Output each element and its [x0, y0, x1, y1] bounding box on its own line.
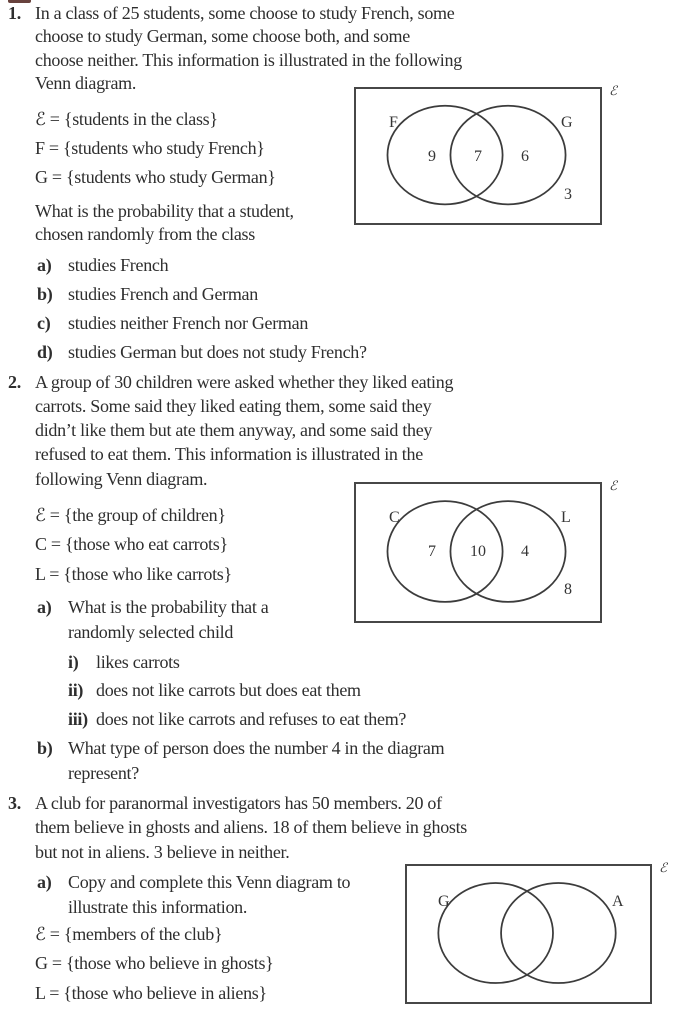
subpart-text: likes carrots — [96, 652, 180, 672]
part-text: studies French and German — [68, 284, 258, 304]
venn-outside-value: 8 — [564, 581, 572, 598]
subpart-text: does not like carrots but does eat them — [96, 680, 361, 700]
part-label: c) — [37, 313, 51, 333]
venn-right-only-value: 6 — [521, 148, 529, 165]
set-definition: ℰ = {the group of children} — [35, 505, 226, 525]
set-definition: G = {students who study German} — [35, 167, 276, 187]
part-label: d) — [37, 342, 53, 362]
intro-line: following Venn diagram. — [35, 469, 208, 489]
set-definition: L = {those who like carrots} — [35, 564, 232, 584]
venn-left-set-label: G — [438, 893, 450, 910]
subpart-label: i) — [68, 652, 79, 672]
set-definition: ℰ = {members of the club} — [35, 924, 223, 944]
set-definition: F = {students who study French} — [35, 138, 265, 158]
part-text: randomly selected child — [68, 622, 234, 642]
venn-circle-left — [438, 883, 553, 983]
venn-left-set-label: F — [389, 114, 398, 131]
universal-set-symbol: ℰ — [609, 84, 617, 99]
universal-set-symbol: ℰ — [609, 479, 617, 494]
part-label: b) — [37, 738, 53, 758]
intro-line: choose neither. This information is illustrated in the following — [35, 50, 462, 70]
venn-right-set-label: L — [561, 509, 571, 526]
venn-right-set-label: A — [612, 893, 624, 910]
problem-number: 3. — [8, 793, 21, 813]
part-label: b) — [37, 284, 53, 304]
set-definition: L = {those who believe in aliens} — [35, 983, 267, 1003]
intro-line: refused to eat them. This information is illustrated in the — [35, 444, 423, 464]
intro-line: A club for paranormal investigators has 50 members. 20 of — [35, 793, 442, 813]
intro-line: In a class of 25 students, some choose to study French, some — [35, 3, 455, 23]
set-definition: ℰ = {students in the class} — [35, 109, 218, 129]
intro-line: them believe in ghosts and aliens. 18 of them believe in ghosts — [35, 817, 468, 837]
problem-number: 1. — [8, 3, 21, 23]
part-text: Copy and complete this Venn diagram to — [68, 872, 351, 892]
question-line: chosen randomly from the class — [35, 224, 255, 244]
question-line: What is the probability that a student, — [35, 201, 294, 221]
part-label: a) — [37, 597, 52, 617]
venn-box — [405, 861, 667, 1004]
part-text: studies French — [68, 255, 169, 275]
intro-line: but not in aliens. 3 believe in neither. — [35, 842, 290, 862]
part-text: represent? — [68, 763, 139, 783]
venn-right-only-value: 4 — [521, 543, 529, 560]
set-definition: C = {those who eat carrots} — [35, 534, 228, 554]
intro-line: carrots. Some said they liked eating them, some said they — [35, 396, 432, 416]
intro-line: didn’t like them but ate them anyway, and some said they — [35, 420, 433, 440]
set-definition: G = {those who believe in ghosts} — [35, 953, 274, 973]
venn-right-set-label: G — [561, 114, 573, 131]
part-text: What is the probability that a — [68, 597, 269, 617]
venn-circle-right — [501, 883, 616, 983]
venn-circles — [407, 866, 650, 1002]
intro-line: choose to study German, some choose both, and some — [35, 26, 410, 46]
part-text: studies German but does not study French? — [68, 342, 367, 362]
venn-left-only-value: 9 — [428, 148, 436, 165]
venn-box — [354, 479, 617, 623]
part-text: What type of person does the number 4 in the diagram — [68, 738, 445, 758]
problem-number: 2. — [8, 372, 21, 392]
venn-intersection-value: 10 — [470, 543, 486, 560]
subpart-label: iii) — [68, 709, 88, 729]
venn-left-only-value: 7 — [428, 543, 436, 560]
venn-left-set-label: C — [389, 509, 400, 526]
universal-set-symbol: ℰ — [659, 861, 667, 876]
intro-line: Venn diagram. — [35, 73, 137, 93]
subpart-text: does not like carrots and refuses to eat them? — [96, 709, 407, 729]
intro-line: A group of 30 children were asked whether they liked eating — [35, 372, 454, 392]
venn-intersection-value: 7 — [474, 148, 482, 165]
part-text: illustrate this information. — [68, 897, 248, 917]
part-text: studies neither French nor German — [68, 313, 309, 333]
part-label: a) — [37, 255, 52, 275]
venn-outside-value: 3 — [564, 186, 572, 203]
venn-box — [354, 84, 617, 225]
subpart-label: ii) — [68, 680, 84, 700]
part-label: a) — [37, 872, 52, 892]
